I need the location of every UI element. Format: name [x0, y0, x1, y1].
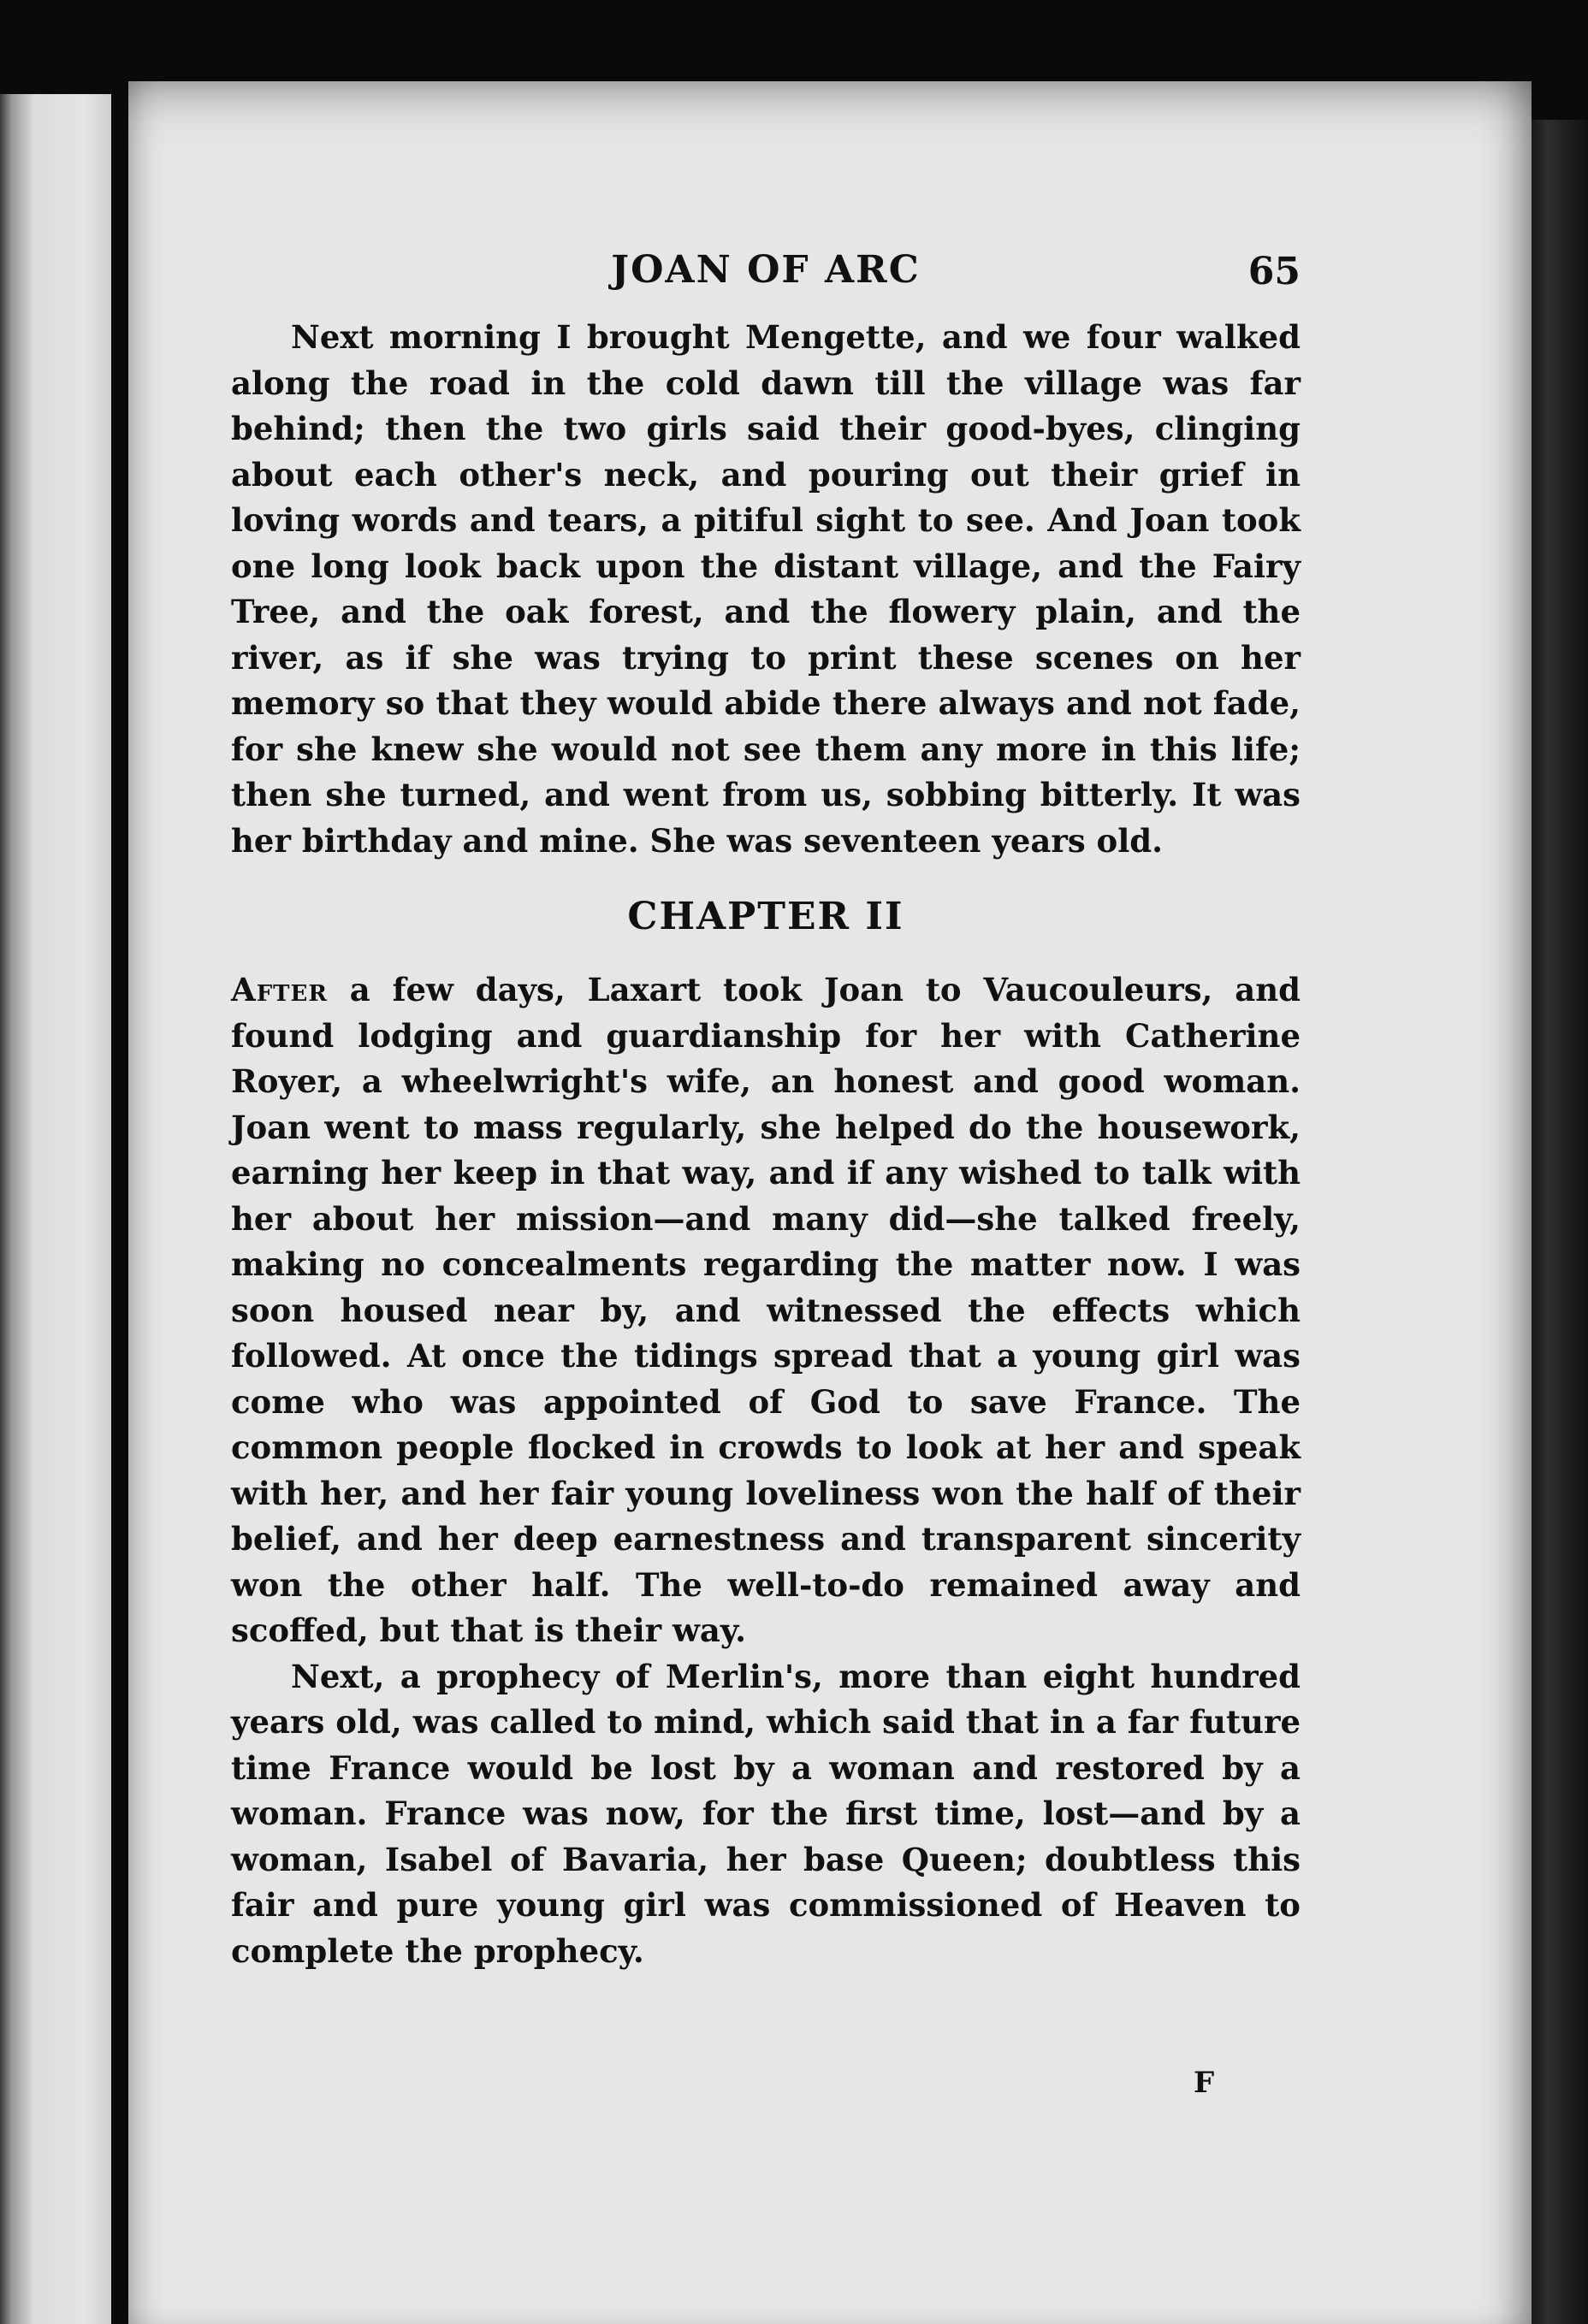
page-number: 65 [1247, 250, 1301, 293]
left-page-edge [0, 94, 111, 2324]
chapter-heading: CHAPTER II [627, 895, 904, 938]
running-title: JOAN OF ARC [611, 248, 921, 292]
book-spine-right [1532, 120, 1588, 2324]
paragraph-vaucouleurs-text: a few days, Laxart took Joan to Vaucouleurs, and found lodging and guardianship for her with Catherine Royer, a wheelwright's wife, an honest and good woman. Joan went to mass regularly, she helped do the housework, earning her keep in that way, and if any wished to talk with her about her mission—and many did—she talked freely, making no concealments regarding the matter now. I was soon housed near by, and witnessed the effects which followed. At once the tidings spread that a young girl was come who was appointed of God to save France. The common people flocked in crowds to look at her and speak with her, and her fair young loveliness won the half of their belief, and her deep earnestness and transparent sincerity won the other half. The well-to-do remained away and scoffed, but that is their way. [231, 971, 1301, 1649]
running-head [231, 239, 1301, 308]
paragraph-vaucouleurs [231, 967, 1301, 1654]
chapter-lead-word: After [231, 971, 328, 1008]
paragraph-farewell: Next morning I brought Mengette, and we four walked along the road in the cold dawn till the village was far behind; then the two girls said their good-byes, clinging about each other's neck, and pouring out their grief in loving words and tears, a pitiful sight to see. And Joan took one long look back upon the distant village, and the Fairy Tree, and the oak forest, and the flowery plain, and the river, as if she was trying to print these scenes on her memory so that they would abide there always and not fade, for she knew she would not see them any more in this life; then she turned, and went from us, sobbing bitterly. It was her birthday and mine. She was seventeen years old. [231, 318, 1301, 860]
page-text-block [231, 239, 1301, 1974]
paragraph-prophecy: Next, a prophecy of Merlin's, more than eight hundred years old, was called to mind, which said that in a far future time France would be lost by a woman and restored by a woman. France was now, for the first time, lost—and by a woman, Isabel of Bavaria, her base Queen; doubtless this fair and pure young girl was commissioned of Heaven to complete the prophecy. [231, 1657, 1301, 1970]
signature-mark: F [1194, 2066, 1215, 2100]
